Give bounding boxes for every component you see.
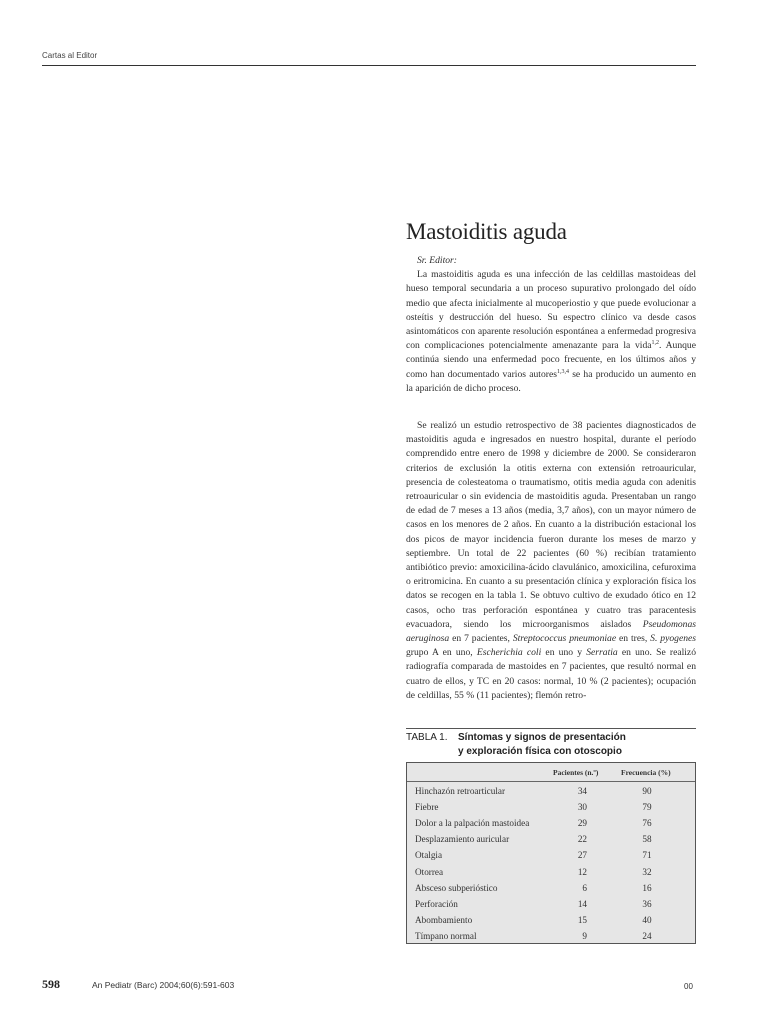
cell-pacientes: 12 — [577, 866, 587, 877]
footer-right-code: 00 — [684, 982, 693, 991]
table-row — [407, 785, 695, 801]
cell-pacientes: 6 — [582, 882, 587, 893]
species-name: S. pyogenes — [650, 633, 696, 645]
cell-pacientes: 15 — [577, 914, 587, 925]
text-run: en tres, — [616, 633, 651, 645]
citation-superscript: 1,2 — [651, 340, 660, 347]
table-caption — [406, 731, 696, 759]
row-label: Otorrea — [415, 866, 444, 877]
article-title: Mastoiditis aguda — [406, 219, 567, 244]
table-title-line-2: y exploración física con otoscopio — [458, 746, 622, 757]
row-label: Fiebre — [415, 802, 439, 813]
cell-frecuencia: 24 — [642, 930, 652, 941]
table-row — [407, 914, 695, 930]
salutation: Sr. Editor: — [417, 255, 457, 266]
row-label: Otalgia — [415, 850, 443, 861]
table-row — [407, 866, 695, 882]
row-label: Abombamiento — [415, 914, 473, 925]
text-run: grupo A en uno, — [406, 647, 477, 659]
table-label: TABLA 1. — [406, 732, 448, 743]
text-run: Se realizó un estudio retrospectivo de 38 pacientes diagnosticados de mastoiditis aguda e ingresados en nuestro hospital, durante el período comprendido entre enero de 1998 y diciembre de 2000. Se consideraron criterios de exclusión la otitis externa con extensión retroauricular, presencia de colesteatoma o traumatismo, otitis media aguda con adenitis retroauricular o sin evidencia de mastoiditis aguda. Presentaban un rango de edad de 7 meses a 13 años (media, 3,7 años), con un mayor número de casos en los menores de 2 años. En cuanto a la distribución estacional los dos picos de mayor incidencia fueron durante los meses de marzo y septiembre. Un total de 22 pacientes (60 %) recibían tratamiento antibiótico previo: amoxicilina-ácido clavulánico, amoxicilina, cefuroxima o eritromicina. En cuanto a su presentación clínica y exploración física los datos se recogen en la tabla 1. Se obtuvo cultivo de exudado ótico en 12 casos, ocho tras perforación espontánea y cuatro tras paracentesis evacuadora, siendo los microorganismos aislados — [406, 420, 696, 630]
table-row — [407, 849, 695, 865]
table-row — [407, 801, 695, 817]
text-run: se ha producido un aumento en la aparición de dicho proceso. — [406, 368, 696, 394]
citation-superscript: 1,3,4 — [556, 368, 569, 375]
table-top-rule — [406, 728, 696, 729]
cell-pacientes: 29 — [577, 818, 587, 829]
cell-pacientes: 27 — [577, 850, 587, 861]
cell-pacientes: 30 — [577, 802, 587, 813]
table-row — [407, 882, 695, 898]
journal-citation: An Pediatr (Barc) 2004;60(6):591-603 — [92, 980, 235, 990]
table-row — [407, 930, 695, 946]
cell-frecuencia: 79 — [642, 802, 652, 813]
cell-frecuencia: 32 — [642, 866, 652, 877]
cell-frecuencia: 90 — [642, 786, 652, 796]
species-name: Pseudomonas aeruginosa — [406, 618, 696, 645]
row-label: Perforación — [415, 898, 458, 909]
table-title: Síntomas y signos de presentación — [458, 732, 626, 743]
row-label: Desplazamiento auricular — [415, 834, 510, 845]
species-name: Escherichia coli — [476, 647, 542, 659]
table-header — [407, 763, 695, 782]
cell-frecuencia: 36 — [642, 898, 652, 909]
column-header-frecuencia: Frecuencia (%) — [621, 768, 671, 777]
row-label: Absceso subperióstico — [415, 882, 498, 893]
cell-frecuencia: 16 — [642, 882, 652, 893]
page-number: 598 — [42, 977, 60, 991]
species-name: Streptococcus pneumoniae — [512, 633, 617, 645]
cell-frecuencia: 40 — [642, 914, 652, 925]
running-head: Cartas al Editor — [42, 51, 98, 60]
cell-pacientes: 34 — [577, 786, 587, 796]
row-label: Dolor a la palpación mastoidea — [415, 818, 530, 829]
text-run: en uno. Se realizó radiografía comparada de mastoides en 7 pacientes, que resultó normal en cuatro de ellos, y TC en 20 casos: normal, 10 % (2 pacientes); ocupación de celdillas, 55 % (11 pacientes); flemón retro- — [406, 647, 696, 701]
row-label: Hinchazón retroarticular — [415, 786, 506, 796]
data-table — [406, 762, 696, 944]
table-row — [407, 898, 695, 914]
article-paragraph-2 — [406, 419, 696, 703]
text-run: . Aunque continúa siendo una enfermedad poco frecuente, en los últimos años y como han documentado varios autores — [406, 340, 696, 380]
cell-pacientes: 22 — [577, 834, 587, 845]
cell-frecuencia: 71 — [642, 850, 652, 861]
cell-frecuencia: 58 — [642, 834, 652, 845]
paragraph-study — [406, 419, 696, 703]
species-name: Serratia — [586, 647, 618, 659]
column-header-pacientes: Pacientes (n.º) — [553, 768, 599, 777]
text-run: en uno y — [541, 647, 587, 659]
paragraph-intro — [406, 268, 696, 396]
text-run: La mastoiditis aguda es una infección de las celdillas mastoideas del hueso temporal secundaria a un proceso supurativo prolongado del oído medio que afecta inicialmente al mucoperiostio y que puede evolucionar a osteítis y destrucción del hueso. Su espectro clínico va desde casos asintomáticos con aparente resolución espontánea a enfermedad progresiva con complicaciones potencialmente amenazante para la vida — [406, 269, 696, 352]
table-row — [407, 833, 695, 849]
cell-frecuencia: 76 — [642, 818, 652, 829]
table-row — [407, 817, 695, 833]
article-paragraph-1 — [406, 254, 696, 396]
text-run: en 7 pacientes, — [449, 633, 513, 645]
row-label: Tímpano normal — [415, 930, 477, 941]
table-caption-line-1 — [406, 731, 696, 745]
cell-pacientes: 14 — [577, 898, 587, 909]
header-rule — [42, 65, 696, 66]
cell-pacientes: 9 — [582, 930, 587, 941]
